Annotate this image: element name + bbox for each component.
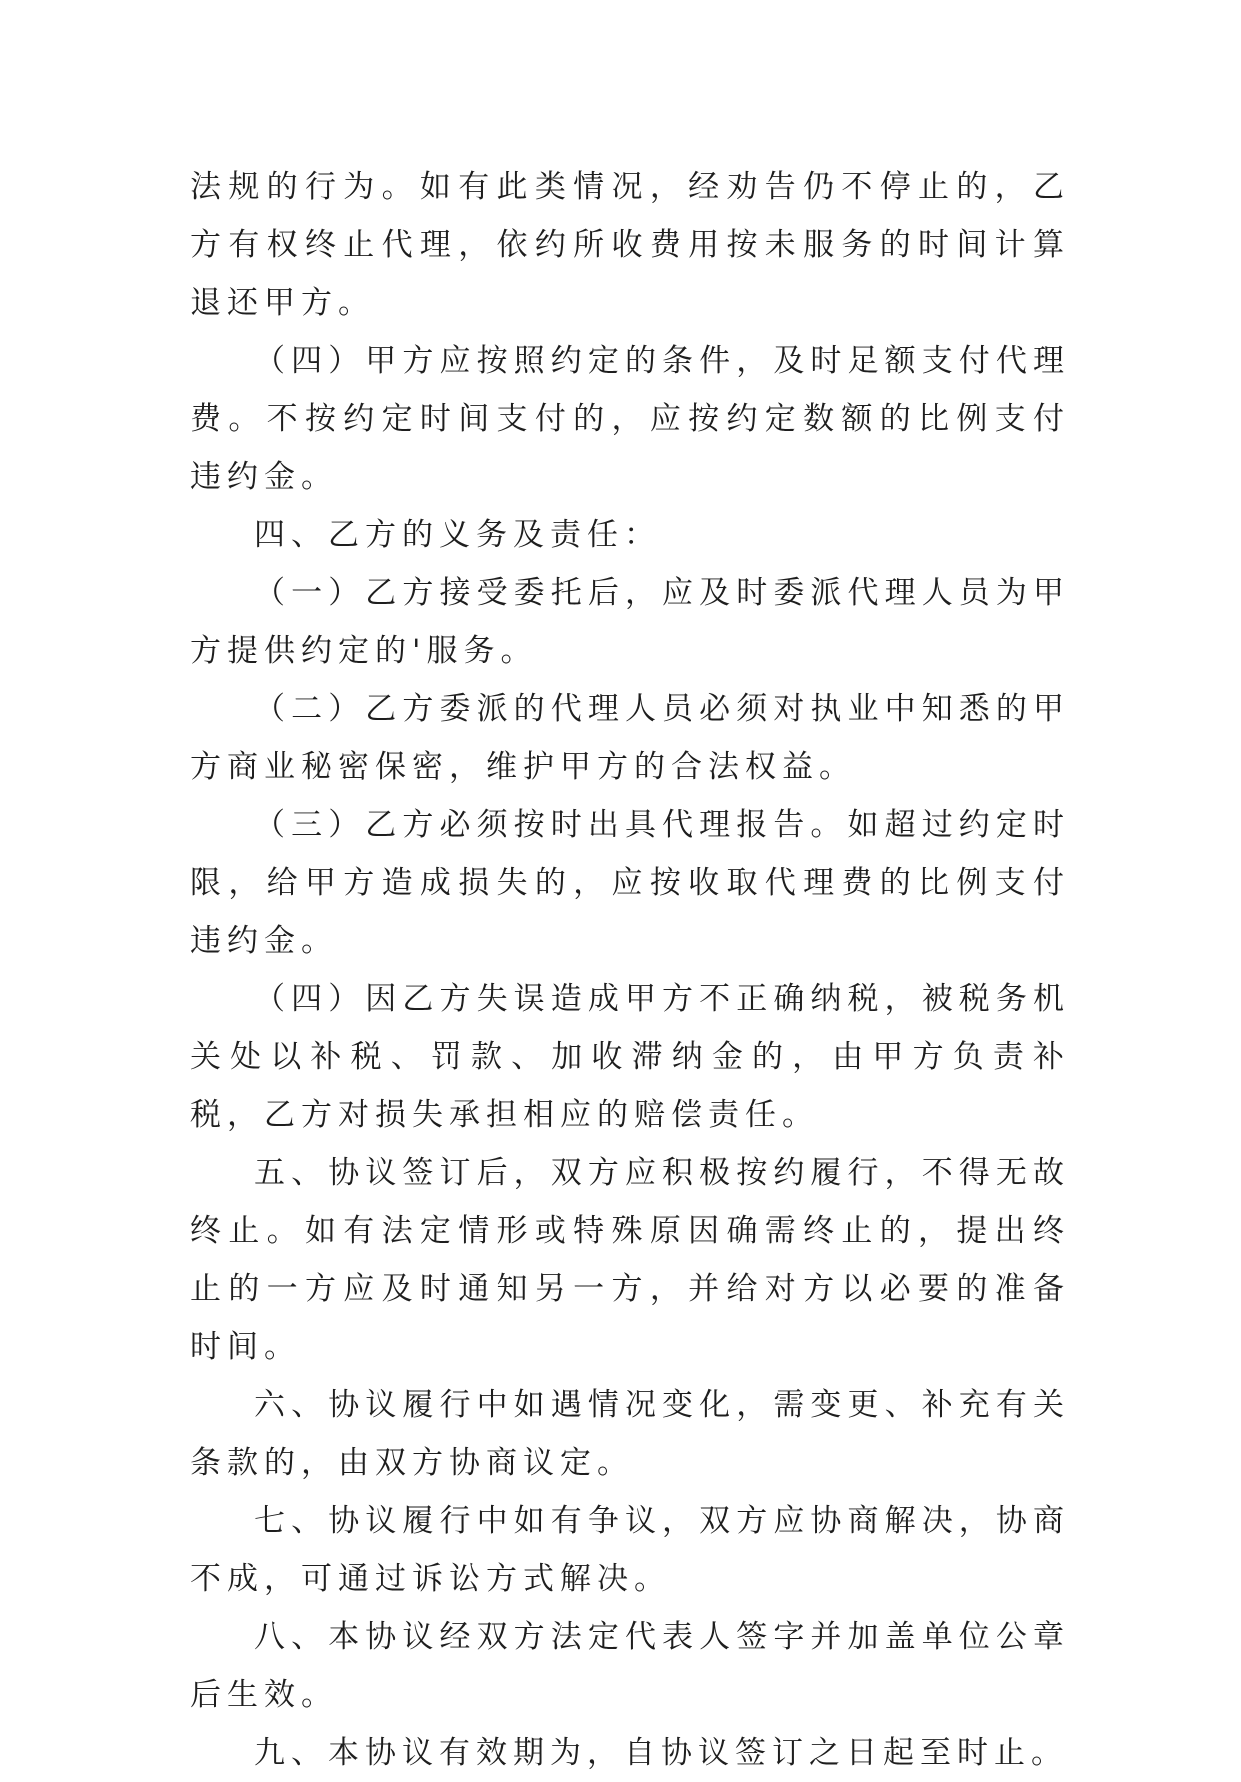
paragraph-party-b-duty-3: （三）乙方必须按时出具代理报告。如超过约定时限，给甲方造成损失的，应按收取代理费的比例支付违约金。 [190,807,1070,959]
paragraph-party-b-duty-4: （四）因乙方失误造成甲方不正确纳税，被税务机关处以补税、罚款、加收滞纳金的，由甲方负责补税，乙方对损失承担相应的赔偿责任。 [190,981,1070,1133]
paragraph-continuation: 法规的行为。如有此类情况，经劝告仍不停止的，乙方有权终止代理，依约所收费用按未服务的时间计算退还甲方。 [190,169,1070,321]
agreement-body [190,158,1070,1782]
paragraph-party-a-payment: （四）甲方应按照约定的条件，及时足额支付代理费。不按约定时间支付的，应按约定数额的比例支付违约金。 [190,343,1070,495]
paragraph-clause-9: 九、本协议有效期为，自协议签订之日起至时止。 [254,1735,1068,1771]
paragraph-clause-8: 八、本协议经双方法定代表人签字并加盖单位公章后生效。 [190,1619,1070,1713]
paragraph-clause-7: 七、协议履行中如有争议，双方应协商解决，协商不成，可通过诉讼方式解决。 [190,1503,1070,1597]
paragraph-clause-5: 五、协议签订后，双方应积极按约履行，不得无故终止。如有法定情形或特殊原因确需终止的，提出终止的一方应及时通知另一方，并给对方以必要的准备时间。 [190,1155,1070,1365]
paragraph-clause-6: 六、协议履行中如遇情况变化，需变更、补充有关条款的，由双方协商议定。 [190,1387,1070,1481]
paragraph-party-b-duty-2: （二）乙方委派的代理人员必须对执业中知悉的甲方商业秘密保密，维护甲方的合法权益。 [190,691,1070,785]
section-heading-party-b-duties: 四、乙方的义务及责任： [254,517,661,553]
paragraph-party-b-duty-1: （一）乙方接受委托后，应及时委派代理人员为甲方提供约定的'服务。 [190,575,1070,669]
